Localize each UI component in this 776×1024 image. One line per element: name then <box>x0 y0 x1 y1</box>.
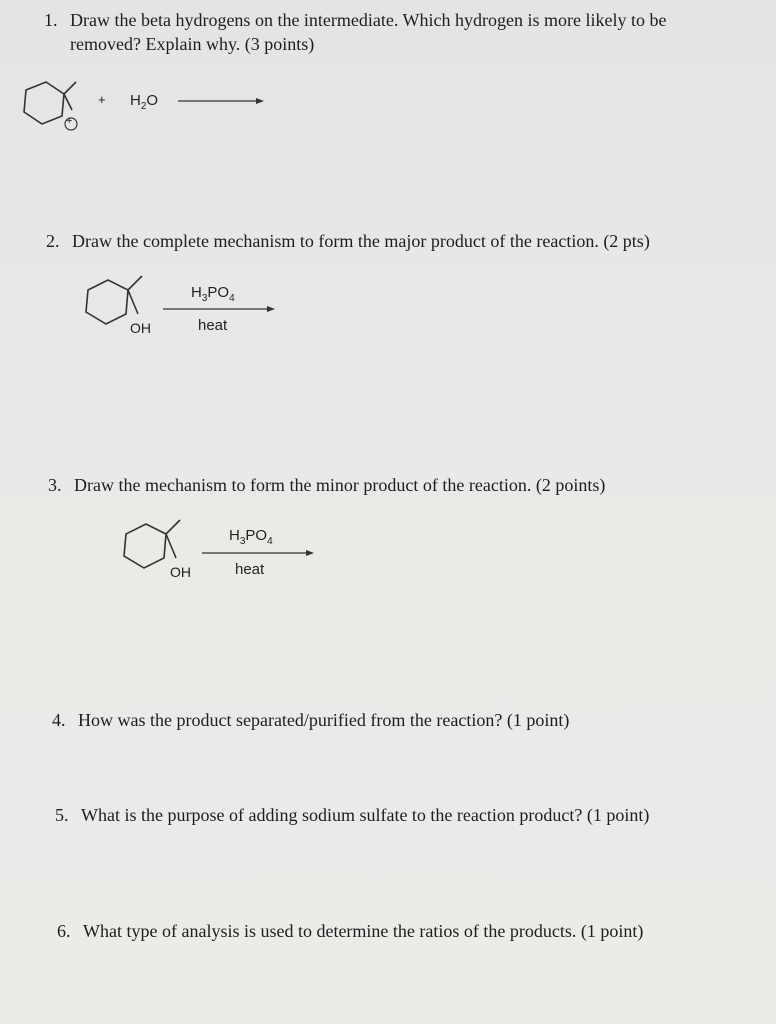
carbocation-structure <box>14 78 104 148</box>
reaction-arrow <box>163 304 283 314</box>
charge-symbol: + <box>66 115 73 127</box>
question-number: 4. <box>52 710 66 730</box>
question-6 <box>57 919 643 943</box>
alcohol-structure <box>114 518 214 588</box>
hydroxyl-group: OH <box>130 320 151 336</box>
question-1 <box>44 8 667 56</box>
question-number: 2. <box>46 231 60 251</box>
question-text: Draw the mechanism to form the minor product of the reaction. (2 points) <box>74 475 606 495</box>
question-text: Draw the complete mechanism to form the major product of the reaction. (2 pts) <box>72 231 650 251</box>
acid-catalyst: $H_3PO_4$ <box>229 527 273 547</box>
acid-catalyst: $H_3PO_4$ <box>191 284 235 304</box>
question-text: How was the product separated/purified from the reaction? (1 point) <box>78 710 570 730</box>
reaction-condition: heat <box>198 317 228 334</box>
alcohol-structure <box>76 274 176 344</box>
question-5 <box>55 803 649 827</box>
question-text-continued: removed? Explain why. (3 points) <box>70 34 315 54</box>
question-2 <box>46 229 650 253</box>
question-number: 6. <box>57 921 71 941</box>
question-text: What type of analysis is used to determine the ratios of the products. (1 point) <box>83 921 644 941</box>
reaction-arrow <box>202 548 322 558</box>
question-number: 1. <box>44 10 58 30</box>
hydroxyl-group: OH <box>170 564 191 580</box>
question-text: What is the purpose of adding sodium sulfate to the reaction product? (1 point) <box>81 805 650 825</box>
water-reagent: $H_2O$ <box>130 92 159 112</box>
question-text: Draw the beta hydrogens on the intermediate. Which hydrogen is more likely to be <box>70 10 667 30</box>
question-number: 5. <box>55 805 69 825</box>
question-4 <box>52 708 569 732</box>
question-3 <box>48 473 605 497</box>
reaction-condition: heat <box>235 561 265 578</box>
question-number: 3. <box>48 475 62 495</box>
plus-sign: + <box>98 92 106 107</box>
reaction-arrow <box>178 96 268 106</box>
